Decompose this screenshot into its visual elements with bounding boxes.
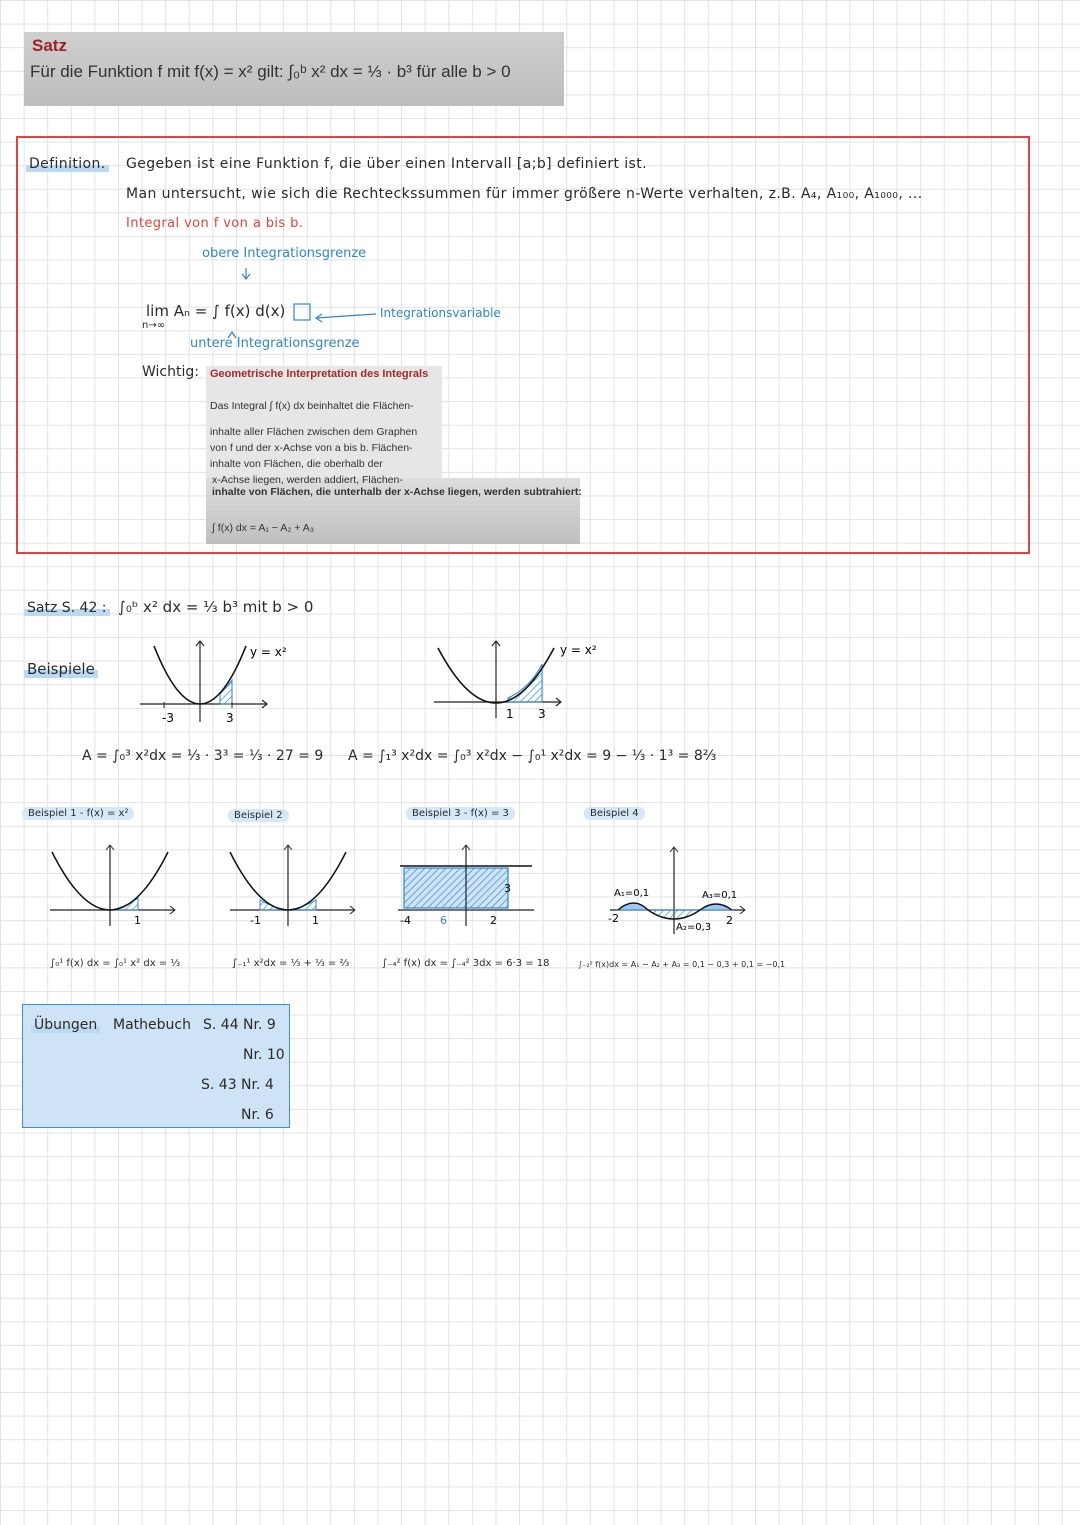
important-label: Wichtig:	[142, 364, 199, 380]
example-4-tick-2: 2	[726, 914, 733, 927]
example-graph-parabola-2	[430, 636, 610, 726]
examples-label: Beispiele	[24, 660, 98, 678]
example-1-calc: ∫₀¹ f(x) dx = ∫₀¹ x² dx = ⅓	[50, 958, 181, 969]
example-4-area-3: A₃=0,1	[702, 890, 738, 901]
example-2-calc: ∫₋₁¹ x²dx = ⅓ + ⅓ = ⅔	[232, 958, 350, 969]
example-3-tick-2: 2	[490, 914, 497, 927]
exercises-title: Übungen	[31, 1017, 100, 1033]
graph2-tick-1: 1	[506, 707, 514, 721]
theorem-text: Für die Funktion f mit f(x) = x² gilt: ∫₀ᵇ x² dx = ⅓ · b³ für alle b > 0	[30, 62, 511, 81]
theorem-box	[24, 32, 564, 106]
definition-line-2: Man untersucht, wie sich die Rechteckssummen für immer größere n-Werte verhalten, z.B. A₄, A₁₀₀, A₁₀₀₀, ...	[126, 186, 923, 202]
example-1-tick-1: 1	[134, 914, 141, 927]
upper-limit-label: obere Integrationsgrenze	[202, 246, 367, 261]
definition-line-1: Gegeben ist eine Funktion f, die über einen Intervall [a;b] definiert ist.	[126, 156, 647, 172]
graph2-tick-3: 3	[538, 707, 546, 721]
example-3-graph	[394, 842, 544, 932]
graph1-tick-3: 3	[226, 711, 234, 725]
satz42-label: Satz S. 42 :	[24, 600, 110, 616]
photo-line-6: inhalte von Flächen, die unterhalb der x-Achse liegen, werden subtrahiert:	[212, 486, 582, 498]
graph2-curve-label: y = x²	[560, 643, 597, 657]
geometric-interpretation-photo	[206, 366, 580, 544]
lower-limit-label: untere Integrationsgrenze	[190, 336, 360, 351]
example-4-label: Beispiel 4	[584, 808, 645, 819]
definition-line-3: Integral von f von a bis b.	[126, 216, 304, 231]
exercise-ref-1: S. 44 Nr. 9	[203, 1017, 276, 1033]
photo-line-4: inhalte von Flächen, die oberhalb der	[210, 458, 383, 470]
limit-subscript: n→∞	[142, 320, 166, 331]
example-2-graph	[224, 842, 364, 932]
photo-line-5: x-Achse liegen, werden addiert, Flächen-	[212, 474, 403, 486]
example-3-width-6: 6	[440, 914, 447, 927]
theorem-title: Satz	[32, 36, 67, 55]
example-4-area-1: A₁=0,1	[614, 888, 650, 899]
limit-formula: lim Aₙ = ∫ f(x) d(x)	[146, 302, 286, 320]
graph1-curve-label: y = x²	[250, 645, 287, 659]
photo-line-7: ∫ f(x) dx = A₁ − A₂ + A₃	[212, 522, 315, 534]
photo-line-2: inhalte aller Flächen zwischen dem Graphen	[210, 426, 418, 438]
satz42-formula: ∫₀ᵇ x² dx = ⅓ b³ mit b > 0	[118, 598, 314, 616]
example-3-label: Beispiel 3 - f(x) = 3	[406, 808, 515, 819]
example-1-label: Beispiel 1 - f(x) = x²	[22, 808, 134, 819]
photo-line-3: von f und der x-Achse von a bis b. Flächen-	[210, 442, 413, 454]
definition-label: Definition.	[26, 156, 109, 172]
example-4-area-2: A₂=0,3	[676, 922, 712, 933]
example-4-graph	[604, 842, 754, 942]
photo-line-1: Das Integral ∫ f(x) dx beinhaltet die Flächen-	[210, 400, 414, 412]
example-3-tick-neg4: -4	[400, 914, 411, 927]
photo-title: Geometrische Interpretation des Integrals	[210, 368, 429, 380]
exercise-ref-4: Nr. 6	[241, 1107, 274, 1123]
exercises-book: Mathebuch	[113, 1017, 191, 1033]
exercises-box	[22, 1004, 290, 1128]
example-4-calc: ∫₋₂² f(x)dx = A₁ − A₂ + A₃ = 0,1 − 0,3 + 0,1 = −0,1	[578, 960, 786, 969]
example-2-tick-neg1: -1	[250, 914, 261, 927]
example-calc-1: A = ∫₀³ x²dx = ⅓ · 3³ = ⅓ · 27 = 9	[82, 748, 324, 764]
example-2-label: Beispiel 2	[228, 810, 289, 821]
variable-label: Integrationsvariable	[380, 306, 501, 320]
example-1-graph	[44, 842, 184, 932]
example-graph-parabola-1	[136, 636, 296, 726]
example-calc-2: A = ∫₁³ x²dx = ∫₀³ x²dx − ∫₀¹ x²dx = 9 − ⅓ · 1³ = 8⅔	[348, 748, 717, 764]
example-2-tick-1: 1	[312, 914, 319, 927]
exercise-ref-2: Nr. 10	[243, 1047, 285, 1063]
graph1-tick-neg3: -3	[162, 711, 174, 725]
example-3-calc: ∫₋₄² f(x) dx = ∫₋₄² 3dx = 6·3 = 18	[382, 958, 550, 969]
exercise-ref-3: S. 43 Nr. 4	[201, 1077, 274, 1093]
example-4-tick-neg2: -2	[608, 912, 619, 925]
example-3-height-3: 3	[504, 882, 511, 895]
